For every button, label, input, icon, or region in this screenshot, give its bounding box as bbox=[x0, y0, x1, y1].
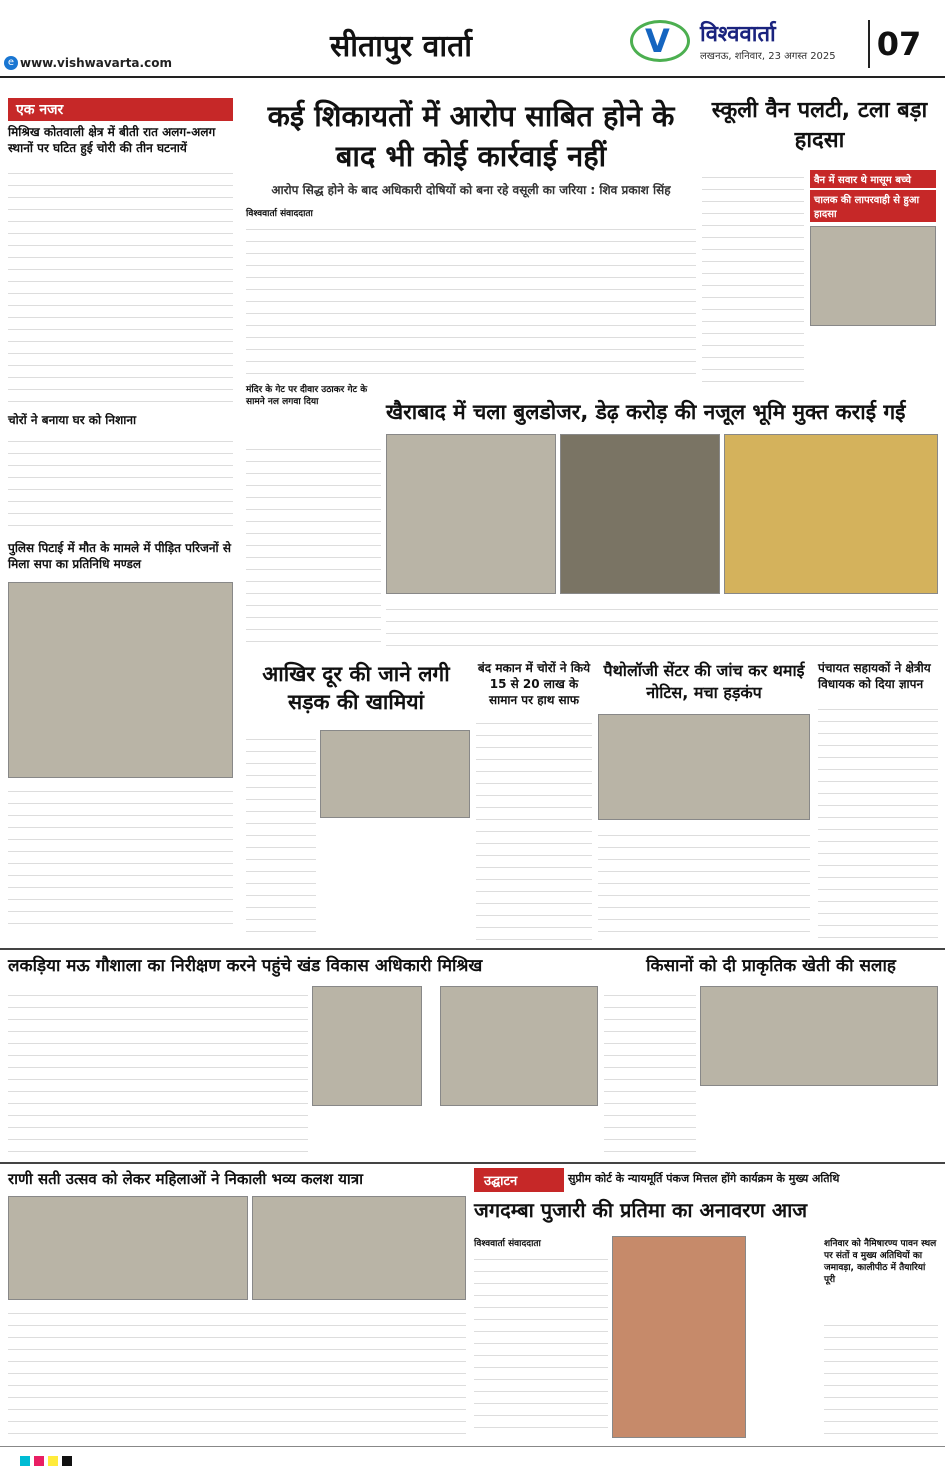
story-headline: पुलिस पिटाई में मौत के मामले में पीड़ित परिजनों से मिला सपा का प्रतिनिधि मण्डल bbox=[8, 541, 231, 571]
site-url[interactable]: www.vishwavarta.com bbox=[20, 56, 172, 70]
inauguration-body bbox=[474, 1250, 608, 1438]
van-photo bbox=[810, 226, 936, 326]
inauguration-sidebar-body bbox=[824, 1316, 938, 1438]
patho-photo bbox=[598, 714, 810, 820]
goshala-photo-2 bbox=[440, 986, 598, 1106]
temple-body bbox=[246, 440, 381, 652]
bulldozer-headline: खैराबाद में चला बुलडोजर, डेढ़ करोड़ की नजूल भूमि मुक्त कराई गई bbox=[386, 400, 906, 424]
patho-body bbox=[598, 826, 810, 940]
inauguration-tag: उद्घाटन bbox=[474, 1168, 564, 1192]
subsection-headline: मंदिर के गेट पर दीवार उठाकर गेट के सामने नल लगवा दिया bbox=[246, 385, 368, 407]
van-bullet: वैन में सवार थे मासूम बच्चे bbox=[810, 170, 936, 188]
goshala-headline: लकड़िया मऊ गौशाला का निरीक्षण करने पहुंचे खंड विकास अधिकारी मिश्रिख bbox=[8, 956, 483, 976]
inauguration-sidebar: शनिवार को नैमिषारण्य पावन स्थल पर संतों व मुख्य अतिथियों का जमावड़ा, कालीपीठ में तैयारियां पूरी bbox=[824, 1239, 937, 1285]
byline: विश्ववार्ता संवाददाता bbox=[474, 1239, 541, 1249]
story-photo bbox=[8, 582, 233, 778]
bulldozer-photo-2 bbox=[560, 434, 720, 594]
browser-icon: e bbox=[4, 56, 18, 70]
byline: विश्ववार्ता संवाददाता bbox=[246, 209, 313, 219]
van-headline: स्कूली वैन पलटी, टला बड़ा हादसा bbox=[711, 98, 928, 153]
inauguration-headline: जगदम्बा पुजारी की प्रतिमा का अनावरण आज bbox=[474, 1198, 808, 1222]
story-body bbox=[8, 164, 233, 406]
bulldozer-photo-1 bbox=[386, 434, 556, 594]
road-body bbox=[246, 730, 316, 940]
story-body bbox=[8, 432, 233, 532]
kalash-photo-2 bbox=[252, 1196, 466, 1300]
van-bullet: चालक की लापरवाही से हुआ हादसा bbox=[810, 190, 936, 222]
kalash-headline: राणी सती उत्सव को लेकर महिलाओं ने निकाली भव्य कलश यात्रा bbox=[8, 1170, 363, 1188]
registration-swatch bbox=[62, 1456, 72, 1466]
farming-photo bbox=[700, 986, 938, 1086]
story-headline: चोरों ने बनाया घर को निशाना bbox=[8, 413, 137, 427]
story-headline: मिश्रिख कोतवाली क्षेत्र में बीती रात अलग-अलग स्थानों पर घटित हुई चोरी की तीन घटनायें bbox=[8, 125, 216, 155]
registration-swatch bbox=[20, 1456, 30, 1466]
brand-name: विश्ववार्ता bbox=[700, 22, 776, 47]
bulldozer-body bbox=[386, 600, 938, 652]
section-label: एक नजर bbox=[8, 98, 233, 121]
goshala-photo-1 bbox=[312, 986, 422, 1106]
road-photo bbox=[320, 730, 470, 818]
farming-body bbox=[604, 986, 696, 1156]
theft-headline: बंद मकान में चोरों ने किये 15 से 20 लाख के सामान पर हाथ साफ bbox=[477, 661, 591, 707]
patho-headline: पैथोलॉजी सेंटर की जांच कर थमाई नोटिस, मचा हड़कंप bbox=[603, 661, 805, 702]
footer bbox=[0, 1446, 945, 1474]
registration-swatch bbox=[48, 1456, 58, 1466]
logo-v-icon: V bbox=[645, 22, 670, 60]
statue-photo bbox=[612, 1236, 746, 1438]
farming-headline: किसानों को दी प्राकृतिक खेती की सलाह bbox=[646, 956, 896, 976]
kalash-photo-1 bbox=[8, 1196, 248, 1300]
divider bbox=[0, 1162, 945, 1164]
page-number: 07 bbox=[868, 20, 928, 68]
page-title: सीतापुर वार्ता bbox=[330, 29, 472, 64]
divider bbox=[0, 948, 945, 950]
theft-body bbox=[476, 714, 592, 940]
goshala-body bbox=[8, 986, 308, 1156]
registration-swatch bbox=[34, 1456, 44, 1466]
van-body bbox=[702, 168, 804, 388]
edition-date: लखनऊ, शनिवार, 23 अगस्त 2025 bbox=[700, 51, 836, 62]
panchayat-headline: पंचायत सहायकों ने क्षेत्रीय विधायक को दिया ज्ञापन bbox=[818, 661, 931, 691]
inauguration-strap: सुप्रीम कोर्ट के न्यायमूर्ति पंकज मित्तल होंगे कार्यक्रम के मुख्य अतिथि bbox=[568, 1172, 840, 1185]
bulldozer-photo-3 bbox=[724, 434, 938, 594]
lead-body bbox=[246, 220, 696, 380]
road-headline: आखिर दूर की जाने लगी सड़क की खामियां bbox=[262, 662, 450, 714]
lead-subhead: आरोप सिद्ध होने के बाद अधिकारी दोषियों को बना रहे वसूली का जरिया : शिव प्रकाश सिंह bbox=[271, 183, 671, 197]
panchayat-body bbox=[818, 700, 938, 940]
lead-headline: कई शिकायतों में आरोप साबित होने के बाद भी कोई कार्रवाई नहीं bbox=[267, 99, 675, 173]
kalash-body bbox=[8, 1304, 466, 1438]
story-body bbox=[8, 782, 233, 930]
